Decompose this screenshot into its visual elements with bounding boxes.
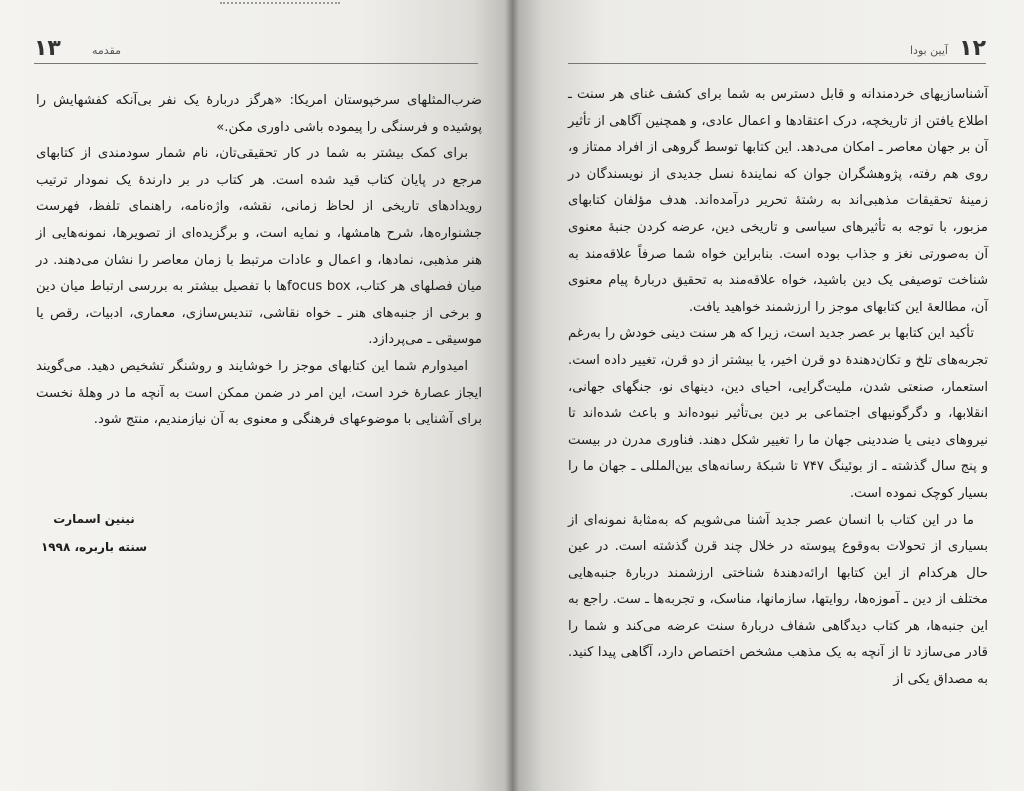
right-page-body — [568, 82, 988, 694]
left-running-title: مقدمه — [92, 44, 122, 57]
left-paragraph-2: برای کمک بیشتر به شما در کار تحقیقی‌تان، نام شمار سودمندی از کتابهای مرجع در پایان کتاب قید شده است. هر کتاب در بر دارندهٔ یک نمودار ترتیب رویدادهای تاریخی از لحاظ زمانی، نقشه، واژه‌نامه، راهنمای تلفظ، فهرست جشنواره‌ها، شرح هامشها، و نمایه است، و برگزیده‌ای از تصویرها، نمونه‌هایی از هنر مذهبی، نمادها، و اعمال و عادات مرتبط با زمان معاصر را نشان می‌دهند. در میان فصلهای هر کتاب، focus boxها با تفصیل بیشتر به بررسی ارتباط میان دین و برخی از جنبه‌های هنر ـ خواه نقاشی، تندیس‌سازی، معماری، ادبیات، رقص یا موسیقی ـ می‌پردازد. — [36, 146, 482, 348]
book-gutter — [505, 0, 519, 791]
right-running-title: آیین بودا — [909, 44, 948, 57]
right-paragraph-1: آشناسازیهای خردمندانه و قابل دسترس به شما برای کشف غنای هر سنت ـ اطلاع یافتن از تاریخچه، درک اعتقادها و اعمال عادی، و همچنین آگاهی از تأثیر آن بر جهان معاصر ـ امکان می‌دهد. این کتابها توسط گروهی از افراد ممتاز و، روی هم رفته، پژوهشگران جوان که نمایندهٔ نسل جدیدی از نویسندگان در زمینهٔ تحقیقات مذهبی‌اند به رشتهٔ تحریر درآمده‌اند. هدف مؤلفان کتابهای مزبور، با توجه به تأثیرهای سیاسی و تاریخی دین، عرضه کردن جنبهٔ معنوی آن به‌صورتی نغز و جذاب بوده است. بنابراین خواه شما صرفاً علاقه‌مند به شناخت توصیفی یک دین باشید، خواه علاقه‌مند به تحقیق دربارهٔ پیام معنوی آن، مطالعهٔ این کتابهای موجز را ارزشمند خواهید یافت. — [568, 87, 988, 315]
scan-marks — [220, 2, 340, 10]
signature-name: نینین اسمارت — [53, 512, 135, 526]
right-page-number: ۱۲ — [959, 36, 986, 61]
left-page-header — [34, 36, 478, 64]
left-page-number: ۱۳ — [34, 36, 61, 61]
left-paragraph-1: ضرب‌المثلهای سرخپوستان امریکا: «هرگز دربارهٔ یک نفر بی‌آنکه کفشهایش را پوشیده و فرسنگی را پیموده باشی داوری مکن.» — [36, 93, 482, 135]
right-page-header — [568, 36, 986, 64]
right-paragraph-2: تأکید این کتابها بر عصر جدید است، زیرا که هر سنت دینی خودش را به‌رغم تجربه‌های تلخ و تکان‌دهندهٔ دو قرن اخیر، یا بیشتر از دو قرن، تغییر داده است. استعمار، صنعتی شدن، ملیت‌گرایی، احیای دین، دینهای نو، جنگهای جهانی، انقلابها، و دگرگونیهای اجتماعی بر دین بی‌تأثیر نبوده‌اند و باعث شده‌اند تا نیروهای دینی یا ضددینی جهان ما را تغییر شکل دهند. فناوری مدرن در بیست و پنج سال گذشته ـ از بوئینگ ۷۴۷ تا شبکهٔ رسانه‌های بین‌المللی ـ جهان ما را بسیار کوچک نموده است. — [568, 326, 988, 501]
left-page-body — [36, 88, 482, 434]
right-header-rule — [568, 63, 986, 64]
left-header-rule — [34, 63, 478, 64]
right-paragraph-3: ما در این کتاب با انسان عصر جدید آشنا می‌شویم که به‌مثابهٔ نمونه‌ای از بسیاری از تحولات به‌وقوع پیوسته در خلال چند قرن گذشته است. در عین حال هرکدام از این کتابها ارائه‌دهندهٔ شناختی ارزشمند دربارهٔ جنبه‌هایی مختلف از دین ـ آموزه‌ها، روایتها، سازمانها، مناسک، و تجربه‌ها ـ ست. راجع به این جنبه‌ها، هر کتاب دیدگاهی شفاف دربارهٔ سنت عرضه می‌کند و شما را قادر می‌سازد تا از آنچه به یک مذهب مشخص اختصاص دارد، آگاهی پیدا کنید. به مصداق یکی از — [568, 512, 988, 688]
signature-date: سنته باربره، ۱۹۹۸ — [40, 540, 148, 554]
left-paragraph-3: امیدوارم شما این کتابهای موجز را خوشایند و روشنگر تشخیص دهید. می‌گویند ایجاز عصارهٔ خرد است، این امر در ضمن ممکن است به آنچه ما در وهلهٔ نخست برای آشنایی با موضوعهای فرهنگی و معنوی به آن نیازمندیم، منتج شود. — [36, 358, 482, 428]
